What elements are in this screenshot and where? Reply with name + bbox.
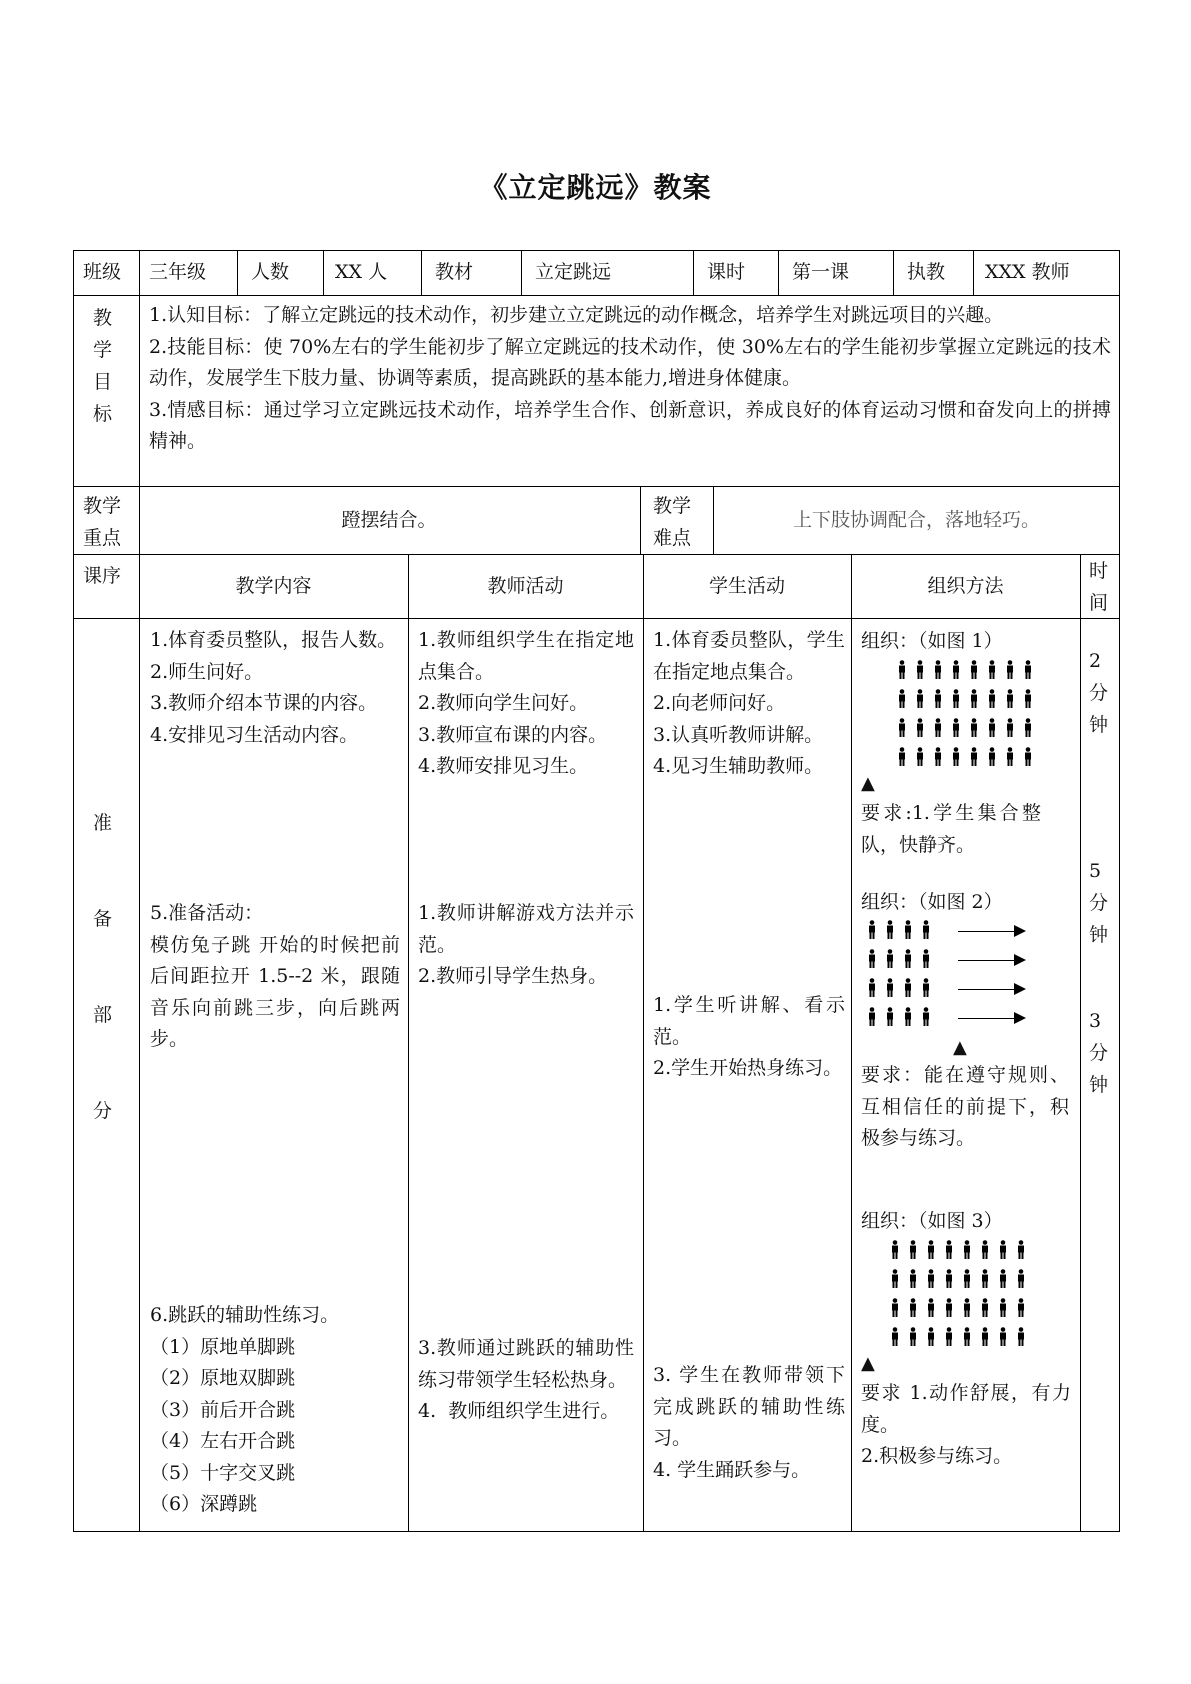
difficulty-value: 上下肢协调配合，落地轻巧。 [792,509,1040,531]
material-value: 立定跳远 [535,261,612,283]
content-block-1: 1.体育委员整队，报告人数。 2.师生问好。 3.教师介绍本节课的内容。 4.安排见习生活动内容。 [150,629,397,746]
student-icon [898,660,906,680]
col-divider [643,554,644,1532]
student-icon [1024,689,1032,709]
content-block-2: 5.准备活动： 模仿兔子跳 开始的时候把前后间距拉开 1.5--2 米，跟随音乐向前跳三步，向后跳两步。 [150,902,400,1050]
class-value: 三年级 [149,261,207,283]
teacher-block-1: 1.教师组织学生在指定地点集合。 2.教师向学生问好。 3.教师宣布课的内容。 4.教师安排见习生。 [418,629,634,777]
col-header-method: 组织方法 [927,575,1004,597]
row-divider [73,618,1120,619]
student-icon [963,1327,971,1347]
student-icon [868,920,876,940]
student-icon [970,718,978,738]
key-point-label: 教学重点 [83,495,122,549]
col-divider [1080,554,1081,1532]
student-icon [945,1298,953,1318]
student-icon [922,978,930,998]
col-divider [408,554,409,1532]
col-header-time: 时间 [1089,560,1109,614]
student-icon [934,689,942,709]
time-3: 3分钟 [1089,1010,1109,1096]
student-icon [898,718,906,738]
col-header-teacher: 教师活动 [487,575,564,597]
content-block-3: 6.跳跃的辅助性练习。 （1）原地单脚跳 （2）原地双脚跳 （3）前后开合跳 （4）左右开合跳 （5）十字交叉跳 （6）深蹲跳 [150,1304,340,1515]
student-icon [927,1327,935,1347]
student-icon [868,949,876,969]
page-title: 《立定跳远》教案 [479,171,712,204]
fig1-requirement: 要求:1.学生集合整队，快静齐。 [861,802,1041,856]
student-icon [952,689,960,709]
student-icon [934,660,942,680]
key-point-value: 蹬摆结合。 [341,509,437,531]
col-divider [693,250,694,295]
student-icon [999,1240,1007,1260]
student-icon [909,1240,917,1260]
student-icon [952,718,960,738]
teacher-value: XXX 教师 [985,261,1070,283]
section-label: 准备部分 [93,812,113,1122]
student-icon [891,1327,899,1347]
student-icon [916,747,924,767]
student-icon [891,1298,899,1318]
material-label: 教材 [435,261,474,283]
lesson-label: 课时 [707,261,746,283]
student-icon [922,1007,930,1027]
student-icon [981,1240,989,1260]
formation-figure-1 [898,660,1038,770]
arrow-right-icon [958,989,1024,990]
fig2-teacher-icon: ▲ [953,1037,967,1058]
student-icon [981,1298,989,1318]
col-divider [640,486,641,554]
count-value: XX 人 [335,261,388,283]
student-icon [1017,1269,1025,1289]
arrow-right-icon [958,960,1024,961]
student-icon [927,1298,935,1318]
student-block-1: 1.体育委员整队，学生在指定地点集合。 2.向老师问好。 3.认真听教师讲解。 4.见习生辅助教师。 [653,629,845,777]
student-icon [909,1269,917,1289]
arrow-right-icon [958,1018,1024,1019]
student-icon [999,1327,1007,1347]
student-icon [1017,1240,1025,1260]
teacher-block-3: 3.教师通过跳跃的辅助性练习带领学生轻松热身。 4. 教师组织学生进行。 [418,1337,634,1422]
col-divider [851,554,852,1532]
student-icon [963,1298,971,1318]
student-icon [886,978,894,998]
student-icon [934,747,942,767]
class-label: 班级 [83,261,122,283]
student-icon [1017,1327,1025,1347]
fig1-label: 组织：（如图 1） [861,630,1003,652]
student-icon [1006,689,1014,709]
student-icon [886,1007,894,1027]
fig2-requirement: 要求：能在遵守规则、互相信任的前提下，积极参与练习。 [861,1064,1069,1149]
goals-text: 1.认知目标：了解立定跳远的技术动作，初步建立立定跳远的动作概念，培养学生对跳远项目的兴趣。 2.技能目标：使 70%左右的学生能初步了解立定跳远的技术动作，使 30%左右的学生能初步掌握立定跳远的技术动作，发展学生下肢力量、协调等素质，提高跳跃的基本能力,增进身体健康。 3.情感目标：通过学习立定跳远技术动作，培养学生合作、创新意识，养成良好的体育运动习惯和奋发向上的拼搏精神。 [149,304,1111,452]
student-icon [868,978,876,998]
student-icon [970,689,978,709]
student-icon [1024,660,1032,680]
student-icon [904,920,912,940]
student-icon [963,1269,971,1289]
arrow-right-icon [958,931,1024,932]
teacher-label: 执教 [907,261,946,283]
student-icon [999,1298,1007,1318]
student-icon [970,747,978,767]
student-icon [916,689,924,709]
fig1-teacher-icon: ▲ [861,773,875,794]
student-icon [868,1007,876,1027]
student-icon [1024,747,1032,767]
col-divider [778,250,779,295]
student-icon [988,689,996,709]
student-icon [922,920,930,940]
student-icon [934,718,942,738]
student-icon [909,1327,917,1347]
difficulty-label: 教学难点 [653,495,692,549]
student-icon [922,949,930,969]
col-divider [323,250,324,295]
col-header-order: 课序 [83,565,122,587]
student-icon [988,660,996,680]
student-icon [904,949,912,969]
formation-figure-3 [891,1240,1031,1350]
student-icon [904,978,912,998]
student-icon [927,1269,935,1289]
fig2-label: 组织：（如图 2） [861,891,1003,913]
teacher-block-2: 1.教师讲解游戏方法并示范。 2.教师引导学生热身。 [418,902,634,987]
student-icon [927,1240,935,1260]
student-icon [909,1298,917,1318]
student-icon [886,920,894,940]
student-icon [886,949,894,969]
student-icon [1006,718,1014,738]
lesson-plan-table [73,250,1120,1532]
student-icon [916,718,924,738]
fig3-teacher-icon: ▲ [861,1353,875,1374]
row-divider [73,295,1120,296]
student-icon [898,747,906,767]
student-icon [891,1269,899,1289]
student-icon [952,747,960,767]
fig3-requirement: 要求 1.动作舒展，有力度。 2.积极参与练习。 [861,1382,1071,1467]
student-icon [1006,747,1014,767]
student-icon [981,1269,989,1289]
student-icon [988,747,996,767]
student-icon [952,660,960,680]
col-divider [139,250,140,295]
col-divider [893,250,894,295]
student-icon [916,660,924,680]
goals-label: 教学目标 [93,307,113,425]
col-divider [139,295,140,1532]
formation-figure-2 [868,920,1043,1030]
lesson-value: 第一课 [792,261,850,283]
col-divider [421,250,422,295]
col-header-content: 教学内容 [235,575,312,597]
student-icon [898,689,906,709]
time-1: 2分钟 [1089,650,1109,736]
fig3-label: 组织：（如图 3） [861,1210,1003,1232]
student-block-2: 1.学生听讲解、看示范。 2.学生开始热身练习。 [653,994,845,1079]
student-icon [1017,1298,1025,1318]
student-icon [1006,660,1014,680]
row-divider [73,486,1120,487]
student-icon [988,718,996,738]
student-icon [970,660,978,680]
student-icon [945,1327,953,1347]
col-divider [973,250,974,295]
student-icon [945,1240,953,1260]
student-icon [891,1240,899,1260]
student-icon [945,1269,953,1289]
row-divider [73,554,1120,555]
col-header-student: 学生活动 [708,575,785,597]
student-icon [904,1007,912,1027]
student-block-3: 3. 学生在教师带领下完成跳跃的辅助性练习。 4. 学生踊跃参与。 [653,1364,845,1481]
student-icon [1024,718,1032,738]
student-icon [981,1327,989,1347]
student-icon [963,1240,971,1260]
count-label: 人数 [251,261,290,283]
student-icon [999,1269,1007,1289]
col-divider [237,250,238,295]
col-divider [521,250,522,295]
time-2: 5分钟 [1089,860,1109,946]
